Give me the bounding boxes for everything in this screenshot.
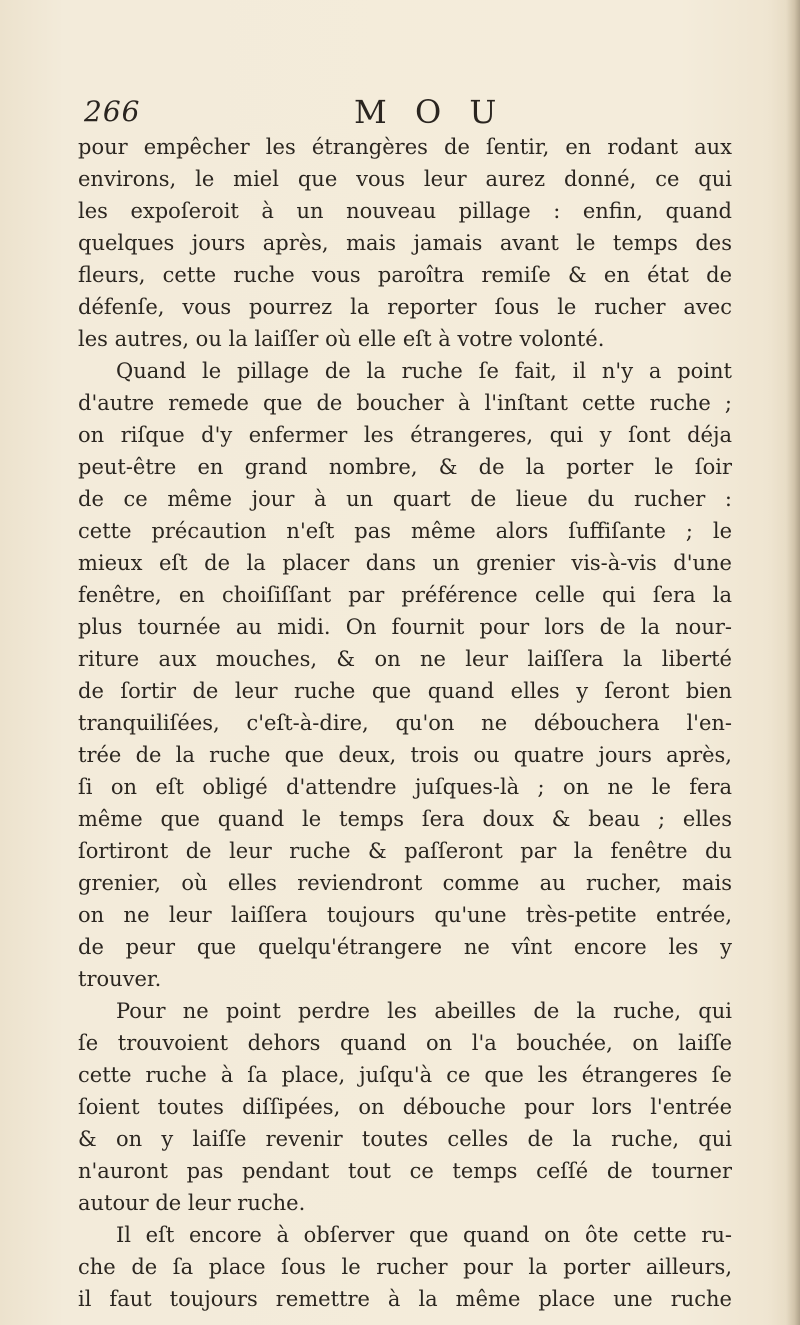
text-line: on ne leur laiſſera toujours qu'une très-petite entrée,: [78, 903, 732, 927]
text-line: grenier, où elles reviendront comme au rucher, mais: [78, 871, 732, 895]
text-line: cette précaution n'eſt pas même alors ſuffiſante ; le: [78, 519, 732, 543]
text-line: de peur que quelqu'étrangere ne vînt encore les y: [78, 935, 732, 959]
text-line: ſoient toutes diſſipées, on débouche pour lors l'entrée: [78, 1095, 732, 1119]
body-text: [78, 131, 732, 1315]
text-line: n'auront pas pendant tout ce temps ceſſé de tourner: [78, 1159, 732, 1183]
text-line: cette ruche à ſa place, juſqu'à ce que les étrangeres ſe: [78, 1063, 732, 1087]
text-line: pour empêcher les étrangères de ſentir, en rodant aux: [78, 135, 732, 159]
page-number: 266: [84, 95, 141, 128]
text-line: trée de la ruche que deux, trois ou quatre jours après,: [78, 743, 732, 767]
page-header: [84, 93, 734, 133]
text-line: quelques jours après, mais jamais avant le temps des: [78, 231, 732, 255]
text-line: ſe trouvoient dehors quand on l'a bouchée, on laiſſe: [78, 1031, 732, 1055]
text-line: les expoſeroit à un nouveau pillage : enfin, quand: [78, 199, 732, 223]
text-line: il faut toujours remettre à la même place une ruche: [78, 1287, 732, 1311]
text-line: les autres, ou la laiſſer où elle eſt à votre volonté.: [78, 327, 605, 351]
paragraph-start: Il eſt encore à obſerver que quand on ôte cette ru-: [116, 1223, 732, 1247]
paragraph-start: Pour ne point perdre les abeilles de la ruche, qui: [116, 999, 732, 1023]
text-line: on riſque d'y enfermer les étrangeres, qui y ſont déja: [78, 423, 732, 447]
running-title: M O U: [354, 93, 506, 131]
text-line: d'autre remede que de boucher à l'inſtant cette ruche ;: [78, 391, 732, 415]
text-line: che de ſa place ſous le rucher pour la porter ailleurs,: [78, 1255, 732, 1279]
text-line: de ſortir de leur ruche que quand elles y ſeront bien: [78, 679, 732, 703]
text-line: riture aux mouches, & on ne leur laiſſera la liberté: [78, 647, 732, 671]
text-line: ſortiront de leur ruche & paſſeront par la fenêtre du: [78, 839, 732, 863]
text-line: même que quand le temps ſera doux & beau ; elles: [78, 807, 732, 831]
text-line: trouver.: [78, 967, 162, 991]
text-line: défenſe, vous pourrez la reporter ſous le rucher avec: [78, 295, 732, 319]
text-line: tranquiliſées, c'eſt-à-dire, qu'on ne débouchera l'en-: [78, 711, 732, 735]
text-line: fenêtre, en choiſiſſant par préférence celle qui ſera la: [78, 583, 732, 607]
text-line: plus tournée au midi. On fournit pour lors de la nour-: [78, 615, 732, 639]
text-line: & on y laiſſe revenir toutes celles de la ruche, qui: [78, 1127, 732, 1151]
page-edge-shadow: [786, 0, 800, 1325]
text-line: autour de leur ruche.: [78, 1191, 306, 1215]
text-line: mieux eſt de la placer dans un grenier vis-à-vis d'une: [78, 551, 732, 575]
text-line: de ce même jour à un quart de lieue du rucher :: [78, 487, 732, 511]
text-line: ſi on eſt obligé d'attendre juſques-là ; on ne le fera: [78, 775, 732, 799]
text-line: peut-être en grand nombre, & de la porter le ſoir: [78, 455, 732, 479]
paragraph-start: Quand le pillage de la ruche ſe fait, il n'y a point: [116, 359, 732, 383]
text-line: environs, le miel que vous leur aurez donné, ce qui: [78, 167, 732, 191]
text-line: fleurs, cette ruche vous paroîtra remiſe & en état de: [78, 263, 732, 287]
